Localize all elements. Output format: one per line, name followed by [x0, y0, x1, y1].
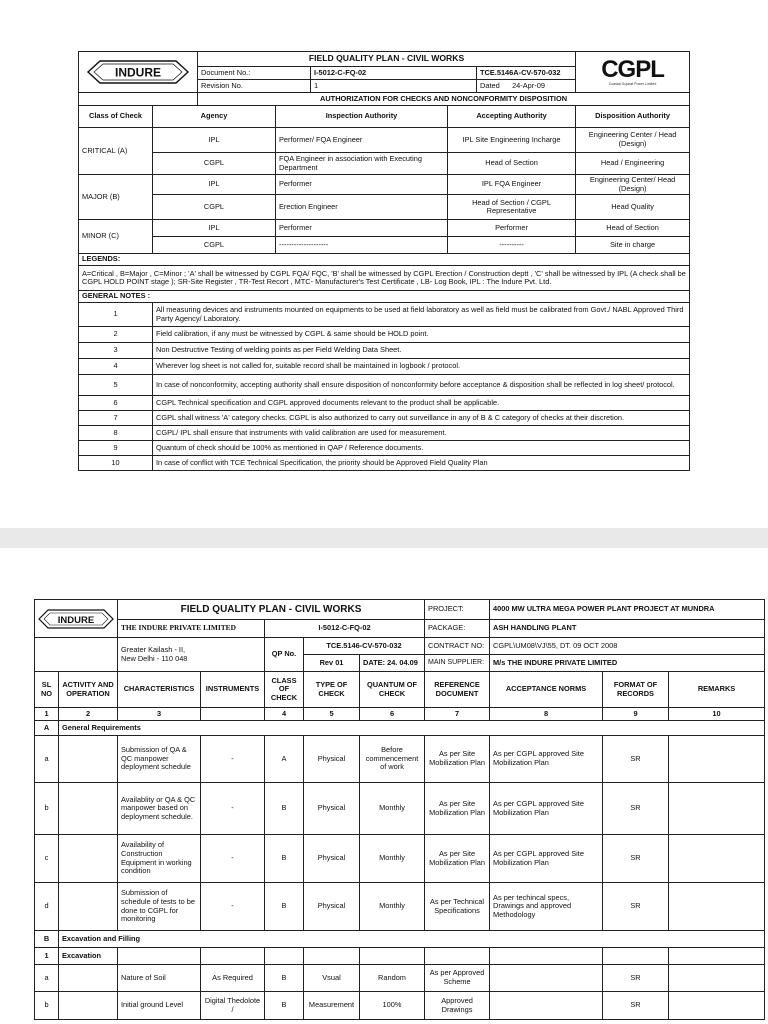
rev-label: Revision No.	[198, 80, 311, 93]
header-class-of-check: CLASS OF CHECK	[265, 672, 304, 708]
row-norms: As per CGPL approved Site Mobilization Plan	[490, 736, 603, 783]
header-disposition-authority: Disposition Authority	[576, 106, 690, 128]
dated-cell	[477, 80, 576, 93]
row-reference: As per Site Mobilization Plan	[425, 783, 490, 835]
tce-no-value: TCE.5146-CV-570-032	[304, 638, 425, 655]
rev-value: 1	[311, 80, 477, 93]
accepting-cell: IPL Site Engineering Incharge	[448, 128, 576, 153]
row-norms: As per CGPL approved Site Mobilization Plan	[490, 783, 603, 835]
row-sl: c	[35, 835, 59, 883]
header-characteristics: CHARACTERISTICS	[118, 672, 201, 708]
indure-logo-cell	[35, 600, 118, 638]
company-address	[118, 638, 265, 672]
row-norms: As per CGPL approved Site Mobilization Plan	[490, 835, 603, 883]
package-value: ASH HANDLING PLANT	[490, 620, 765, 638]
row-reference: As per Site Mobilization Plan	[425, 835, 490, 883]
accepting-cell: Head of Section / CGPL Representative	[448, 195, 576, 220]
agency-cell: IPL	[153, 220, 276, 237]
header-number: 5	[304, 708, 360, 721]
note-text: CGPL/ IPL shall ensure that instruments with valid calibration are used for measurement.	[153, 426, 690, 441]
header-reference-document: REFERENCE DOCUMENT	[425, 672, 490, 708]
row-instruments: Digital Thedolote /	[201, 992, 265, 1020]
section-title: Excavation and Filling	[59, 931, 765, 948]
class-critical: CRITICAL (A)	[79, 128, 153, 175]
row-format: SR	[603, 883, 669, 931]
row-characteristics: Submission of schedule of tests to be done to CGPL for monitoring	[118, 883, 201, 931]
row-sl: a	[35, 965, 59, 992]
row-format: SR	[603, 965, 669, 992]
project-value: 4000 MW ULTRA MEGA POWER PLANT PROJECT AT MUNDRA	[490, 600, 765, 620]
header-remarks: REMARKS	[669, 672, 765, 708]
row-instruments: -	[201, 835, 265, 883]
address-line-1: Greater Kailash - II,	[121, 644, 186, 654]
row-reference: As per Technical Specifications	[425, 883, 490, 931]
note-text: Non Destructive Testing of welding points as per Field Welding Data Sheet.	[153, 343, 690, 359]
row-quantum: Before commencement of work	[360, 736, 425, 783]
row-characteristics: Availablity or QA & QC manpower based on deployment schedule.	[118, 783, 201, 835]
agency-cell: CGPL	[153, 195, 276, 220]
qp-label: QP No.	[265, 638, 304, 672]
row-reference: Approved Drawings	[425, 992, 490, 1020]
row-type: Physical	[304, 783, 360, 835]
page1-title: FIELD QUALITY PLAN - CIVIL WORKS	[198, 52, 576, 67]
accepting-cell: IPL FQA Engineer	[448, 175, 576, 195]
row-class: B	[265, 992, 304, 1020]
class-minor: MINOR (C)	[79, 220, 153, 254]
disposition-cell: Engineering Center/ Head (Design)	[576, 175, 690, 195]
note-text: In case of nonconformity, accepting authority shall ensure disposition of nonconformity before acceptance & disposition shall be reflected in log sheet/ protocol.	[153, 375, 690, 396]
header-number: 1	[35, 708, 59, 721]
agency-cell: CGPL	[153, 237, 276, 254]
inspection-cell: Performer	[276, 220, 448, 237]
note-number: 9	[79, 441, 153, 456]
row-reference: As per Site Mobilization Plan	[425, 736, 490, 783]
doc-no-label: Document No.:	[198, 67, 311, 80]
header-format-of-records: FORMAT OF RECORDS	[603, 672, 669, 708]
row-instruments: -	[201, 883, 265, 931]
agency-cell: CGPL	[153, 153, 276, 175]
note-text: Quantum of check should be 100% as mentioned in QAP / Reference documents.	[153, 441, 690, 456]
row-quantum: 100%	[360, 992, 425, 1020]
header-acceptance-norms: ACCEPTANCE NORMS	[490, 672, 603, 708]
legends-label: LEGENDS:	[79, 254, 690, 266]
row-characteristics: Nature of Soil	[118, 965, 201, 992]
header-number: 9	[603, 708, 669, 721]
note-number: 2	[79, 327, 153, 343]
note-text: In case of conflict with TCE Technical Specification, the priority should be Approved Field Quality Plan	[153, 456, 690, 471]
note-number: 6	[79, 396, 153, 411]
header-agency: Agency	[153, 106, 276, 128]
header-type-of-check: TYPE OF CHECK	[304, 672, 360, 708]
row-type: Vsual	[304, 965, 360, 992]
authorization-table	[78, 51, 690, 471]
disposition-cell: Head / Engineering	[576, 153, 690, 175]
row-instruments: -	[201, 783, 265, 835]
inspection-cell: Erection Engineer	[276, 195, 448, 220]
header-activity: ACTIVITY AND OPERATION	[59, 672, 118, 708]
doc-ref-value: TCE.5146A-CV-570-032	[477, 67, 576, 80]
page2-title: FIELD QUALITY PLAN - CIVIL WORKS	[118, 600, 425, 620]
row-type: Measurement	[304, 992, 360, 1020]
accepting-cell: Head of Section	[448, 153, 576, 175]
indure-logo-icon	[36, 606, 116, 632]
row-instruments: As Required	[201, 965, 265, 992]
note-number: 5	[79, 375, 153, 396]
section-title: General Requirements	[59, 721, 765, 736]
disposition-cell: Head Quality	[576, 195, 690, 220]
row-quantum: Monthly	[360, 835, 425, 883]
row-class: B	[265, 783, 304, 835]
disposition-cell: Head of Section	[576, 220, 690, 237]
date-value: DATE: 24. 04.09	[360, 655, 425, 672]
contract-label: CONTRACT NO:	[425, 638, 490, 655]
field-quality-plan-table	[34, 599, 765, 1020]
section-number: B	[35, 931, 59, 948]
note-number: 8	[79, 426, 153, 441]
supplier-label: MAIN SUPPLIER:	[425, 655, 490, 672]
indure-logo-cell	[79, 52, 198, 93]
document-page-2	[0, 548, 768, 1024]
row-type: Physical	[304, 835, 360, 883]
subsection-number: 1	[35, 948, 59, 965]
package-label: PACKAGE:	[425, 620, 490, 638]
inspection-cell: Performer	[276, 175, 448, 195]
header-number: 4	[265, 708, 304, 721]
cgpl-logo-subtext: Coastal Gujarat Power Limited	[608, 81, 657, 86]
row-class: A	[265, 736, 304, 783]
accepting-cell: ----------	[448, 237, 576, 254]
section-number: A	[35, 721, 59, 736]
row-instruments: -	[201, 736, 265, 783]
doc-no-value: I-5012-C-FQ-02	[311, 67, 477, 80]
disposition-cell: Site in charge	[576, 237, 690, 254]
accepting-cell: Performer	[448, 220, 576, 237]
note-text: Field calibration, if any must be witnessed by CGPL & same should be HOLD point.	[153, 327, 690, 343]
subsection-title: Excavation	[59, 948, 118, 965]
row-sl: a	[35, 736, 59, 783]
supplier-value: M/s THE INDURE PRIVATE LIMITED	[490, 655, 765, 672]
dated-value: 24-Apr-09	[512, 80, 545, 90]
page1-subtitle: AUTHORIZATION FOR CHECKS AND NONCONFORMITY DISPOSITION	[198, 93, 690, 106]
row-characteristics: Initial ground Level	[118, 992, 201, 1020]
row-quantum: Monthly	[360, 883, 425, 931]
row-norms: As per techincal specs, Drawings and approved Methodology	[490, 883, 603, 931]
header-inspection-authority: Inspection Authority	[276, 106, 448, 128]
row-sl: b	[35, 992, 59, 1020]
header-number: 3	[118, 708, 201, 721]
note-text: CGPL shall witness 'A' category checks. CGPL is also authorized to carry out surveillance in any of B & C category of checks at their discretion.	[153, 411, 690, 426]
row-class: B	[265, 883, 304, 931]
note-text: Wherever log sheet is not called for, suitable record shall be maintained in logbook / protocol.	[153, 359, 690, 375]
project-label: PROJECT:	[425, 600, 490, 620]
header-number: 10	[669, 708, 765, 721]
row-norms	[490, 992, 603, 1020]
note-text: CGPL Technical specification and CGPL approved documents relevant to the product shall be applicable.	[153, 396, 690, 411]
inspection-cell: FQA Engineer in association with Executing Department	[276, 153, 448, 175]
indure-logo-icon	[84, 56, 192, 88]
header-number: 7	[425, 708, 490, 721]
row-sl: b	[35, 783, 59, 835]
header-quantum-of-check: QUANTUM OF CHECK	[360, 672, 425, 708]
svg-text:INDURE: INDURE	[57, 614, 95, 626]
note-number: 7	[79, 411, 153, 426]
row-norms	[490, 965, 603, 992]
qp-no-value: I-5012-C-FQ-02	[265, 620, 425, 638]
row-type: Physical	[304, 736, 360, 783]
row-class: B	[265, 965, 304, 992]
note-number: 3	[79, 343, 153, 359]
cgpl-logo-icon: CGPL	[601, 55, 664, 83]
general-notes-label: GENERAL NOTES :	[79, 291, 690, 303]
row-reference: As per Approved Scheme	[425, 965, 490, 992]
header-number: 8	[490, 708, 603, 721]
header-instruments: INSTRUMENTS	[201, 672, 265, 708]
header-class-of-check: Class of Check	[79, 106, 153, 128]
address-line-2: New Delhi - 110 048	[121, 653, 188, 663]
row-type: Physical	[304, 883, 360, 931]
header-number: 2	[59, 708, 118, 721]
class-major: MAJOR (B)	[79, 175, 153, 220]
row-quantum: Monthly	[360, 783, 425, 835]
row-characteristics: Submission of QA & QC manpower deployment schedule	[118, 736, 201, 783]
svg-text:INDURE: INDURE	[114, 65, 162, 80]
row-class: B	[265, 835, 304, 883]
disposition-cell: Engineering Center / Head (Design)	[576, 128, 690, 153]
row-quantum: Random	[360, 965, 425, 992]
agency-cell: IPL	[153, 175, 276, 195]
row-format: SR	[603, 835, 669, 883]
row-characteristics: Availability of Construction Equipment in working condition	[118, 835, 201, 883]
row-sl: d	[35, 883, 59, 931]
legends-text: A=Critical , B=Major , C=Minor ; 'A' shall be witnessed by CGPL FQA/ FQC, 'B' shall be witnessed by CGPL Erection / Construction deptt , 'C' shall be witnessed by IPL (A check shall be CGPL HOLD POINT stage ); SR-Site Register , TR-Test Recort , MTC- Manufacturer's Test Certificate , LB- Log Book, IPL : The Indure Pvt. Ltd.	[79, 266, 690, 291]
company-name: THE INDURE PRIVATE LIMITED	[118, 620, 265, 638]
cgpl-logo-cell	[576, 52, 690, 93]
note-number: 4	[79, 359, 153, 375]
agency-cell: IPL	[153, 128, 276, 153]
note-number: 1	[79, 303, 153, 327]
note-number: 10	[79, 456, 153, 471]
header-sl-no: SL NO	[35, 672, 59, 708]
note-text: All measuring devices and instruments mounted on equipments to be used at field laboratory as well as field must be calibrated from Govt./ NABL Approved Third Party Agency/ Laboratory.	[153, 303, 690, 327]
header-accepting-authority: Accepting Authority	[448, 106, 576, 128]
inspection-cell: --------------------	[276, 237, 448, 254]
row-format: SR	[603, 992, 669, 1020]
revision-value: Rev 01	[304, 655, 360, 672]
header-number: 6	[360, 708, 425, 721]
row-format: SR	[603, 783, 669, 835]
dated-label: Dated	[480, 80, 500, 90]
inspection-cell: Performer/ FQA Engineer	[276, 128, 448, 153]
row-format: SR	[603, 736, 669, 783]
contract-value: CGPL\UM08\VJ\55, DT. 09 OCT 2008	[490, 638, 765, 655]
